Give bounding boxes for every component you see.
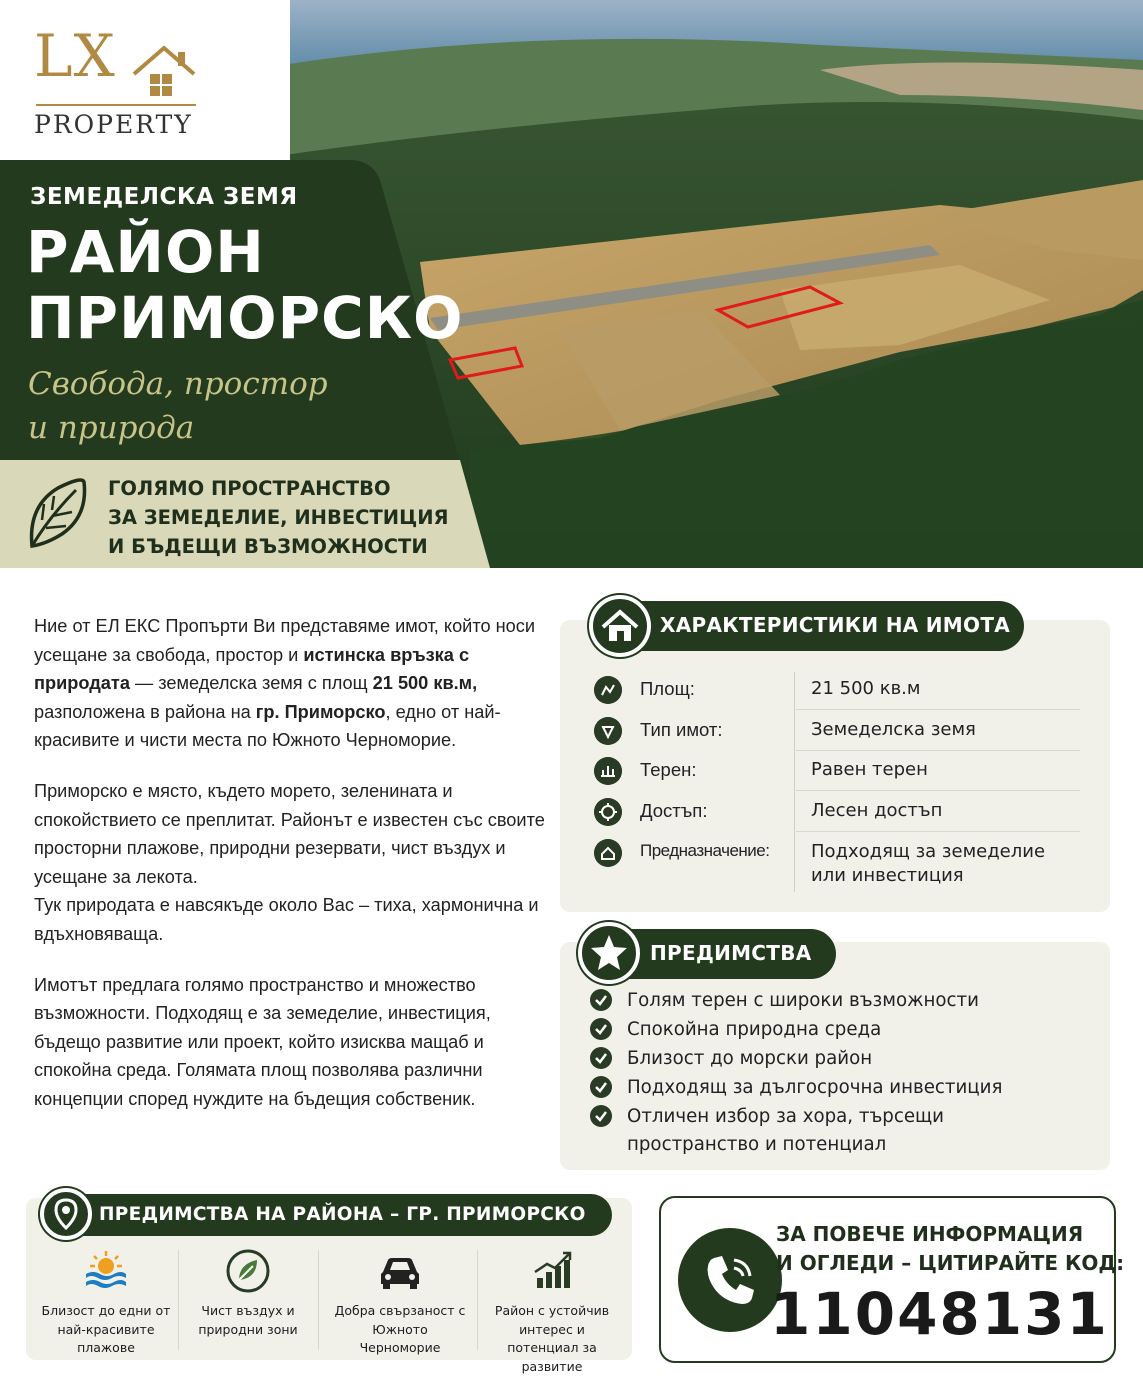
description-paragraph-2: Приморско е място, където морето, зеленината и спокойствието се преплитат. Районът е известен със своите просторни плажове, природни резервати, чист въздух и усещане за лекота. Тук природата е навсякъде около Вас – тиха, хармонична и вдъхновяваща. [34, 780, 545, 944]
advantages-header-badge [578, 922, 640, 984]
advantages-title: ПРЕДИМСТВА [650, 941, 812, 965]
row-divider [796, 709, 1080, 710]
area-divider [318, 1250, 319, 1350]
house-icon [593, 599, 647, 653]
purpose-icon [594, 839, 622, 867]
area-benefit-growth [484, 1248, 620, 1374]
area-benefit-beaches [40, 1248, 172, 1358]
characteristics-title: ХАРАКТЕРИСТИКИ НА ИМОТА [660, 613, 1011, 637]
leaf-icon [22, 476, 88, 552]
contact-line-1: ЗА ПОВЕЧЕ ИНФОРМАЦИЯ [776, 1222, 1084, 1246]
logo-mark: LX [34, 22, 116, 90]
hero-slogan [28, 362, 408, 450]
area-divider [477, 1250, 478, 1350]
phone-badge[interactable] [678, 1228, 782, 1332]
area-benefit-text: Добра свързаност с Южното Черноморие [334, 1303, 466, 1355]
check-circle-icon [590, 1047, 612, 1069]
sun-sea-icon [80, 1248, 132, 1292]
area-benefit-air [196, 1248, 300, 1358]
characteristic-value: Подходящ за земеделие или инвестиция [811, 841, 1046, 886]
band-line1: ГОЛЯМО ПРОСТРАНСТВО [108, 477, 391, 500]
leaf-circle-icon [225, 1248, 271, 1294]
logo-house-icon [128, 40, 200, 104]
area-benefits-header-badge [40, 1188, 92, 1240]
description-paragraph-3: Имотът предлага голямо пространство и множество възможности. Подходящ е за земеделие, инвестиция, бъдещо развитие или проект, който изисква мащаб и спокойна среда. Голямата площ позволява различни концепции според нуждите на бъдещия собственик. [34, 974, 491, 1109]
feature-band-text [108, 474, 468, 561]
advantage-text: Голям терен с широки възможности [627, 990, 979, 1011]
slogan-line1: Свобода, простор [28, 366, 328, 402]
description [34, 612, 554, 1136]
check-circle-icon [590, 1076, 612, 1098]
check-circle-icon [590, 1018, 612, 1040]
offer-code: 11048131 [770, 1280, 1109, 1348]
hero-section [0, 0, 1143, 568]
car-icon [375, 1248, 425, 1294]
access-icon [594, 798, 622, 826]
characteristic-label: Тип имот: [640, 719, 723, 740]
characteristic-value: Земеделска земя [811, 719, 976, 740]
terrain-icon [594, 757, 622, 785]
hero-title-line1: РАЙОН [26, 218, 265, 286]
property-type-icon [594, 717, 622, 745]
characteristic-label: Предназначение: [640, 841, 770, 860]
characteristic-label: Площ: [640, 678, 695, 699]
row-divider [796, 831, 1080, 832]
characteristic-row-area [590, 670, 1080, 710]
advantage-text: Спокойна природна среда [627, 1019, 882, 1040]
band-line2: ЗА ЗЕМЕДЕЛИЕ, ИНВЕСТИЦИЯ [108, 506, 449, 529]
area-benefits-title: ПРЕДИМСТВА НА РАЙОНА – ГР. ПРИМОРСКО [99, 1204, 586, 1225]
area-benefit-connectivity [330, 1248, 470, 1358]
characteristic-row-access [590, 792, 1080, 832]
growth-chart-icon [529, 1248, 575, 1294]
characteristic-row-terrain [590, 751, 1080, 791]
characteristic-value: Равен терен [811, 759, 928, 780]
characteristic-label: Терен: [640, 759, 697, 780]
characteristic-value: Лесен достъп [811, 800, 943, 821]
advantage-text: Подходящ за дългосрочна инвестиция [627, 1077, 1003, 1098]
area-icon [594, 676, 622, 704]
slogan-line2: и природа [28, 410, 195, 446]
characteristic-label: Достъп: [640, 800, 708, 821]
check-circle-icon [590, 1105, 612, 1127]
star-icon [582, 926, 636, 980]
characteristics-header-badge [589, 595, 651, 657]
hero-subtitle: ЗЕМЕДЕЛСКА ЗЕМЯ [30, 184, 298, 210]
contact-line-2: И ОГЛЕДИ – ЦИТИРАЙТЕ КОД: [776, 1251, 1125, 1275]
advantage-text: Отличен избор за хора, търсещи пространство и потенциал [627, 1106, 944, 1155]
area-benefit-text: Район с устойчив интерес и потенциал за развитие [494, 1303, 610, 1374]
band-line3: И БЪДЕЩИ ВЪЗМОЖНОСТИ [108, 535, 428, 558]
phone-icon [678, 1228, 782, 1332]
advantage-text: Близост до морски район [627, 1048, 873, 1069]
logo-text: PROPERTY [34, 110, 193, 139]
characteristic-row-purpose [590, 833, 1080, 893]
row-divider [796, 790, 1080, 791]
area-benefit-text: Чист въздух и природни зони [198, 1303, 298, 1337]
hero-title-line2: ПРИМОРСКО [26, 284, 464, 352]
check-circle-icon [590, 989, 612, 1011]
characteristic-row-type [590, 711, 1080, 751]
area-benefit-text: Близост до едни от най-красивите плажове [41, 1303, 171, 1355]
logo-divider [36, 104, 196, 106]
location-pin-icon [44, 1192, 88, 1236]
characteristic-value: 21 500 кв.м [811, 678, 921, 699]
description-paragraph-1: Ние от ЕЛ ЕКС Пропърти Ви представяме имот, който носи усещане за свобода, простор и истинска връзка с природата — земеделска земя с площ 21 500 кв.м, разположена в района на гр. Приморско, едно от най-красивите и чисти места по Южното Черноморие. [34, 616, 536, 751]
area-divider [178, 1250, 179, 1350]
